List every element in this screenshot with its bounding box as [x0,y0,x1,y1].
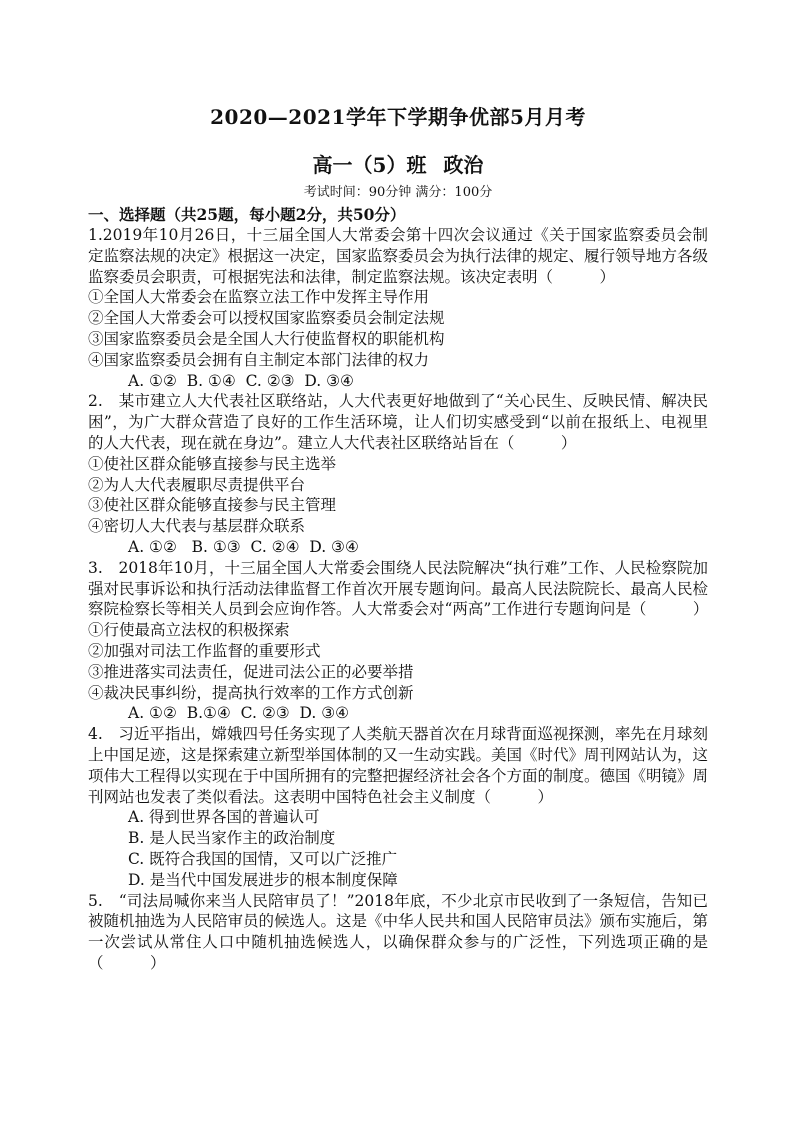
question-3-statement-2: ②加强对司法工作监督的重要形式 [88,641,321,660]
question-2-stem: 2. 某市建立人大代表社区联络站，人大代表更好地做到了“关心民生、反映民情、解决民困”，为广大群众营造了良好的工作生活环境，让人们切实感受到“以前在报纸上、电视里的人大代表，现在就在身边”。建立人大代表社区联络站旨在（ ） [88,392,708,452]
question-5-stem: 5. “司法局喊你来当人民陪审员了！”2018年底，不少北京市民收到了一条短信，告知已被随机抽选为人民陪审员的候选人。这是《中华人民共和国人民陪审员法》颁布实施后，第一次尝试从常住人口中随机抽选候选人，以确保群众参与的广泛性，下列选项正确的是（ ） [88,891,709,972]
question-5 [88,891,708,974]
question-3-statement-1: ①行使最高立法权的积极探索 [88,621,290,640]
question-2-statement-3: ③使社区群众能够直接参与民主管理 [88,496,337,515]
exam-title: 2020—2021学年下学期争优部5月月考 [210,105,586,129]
question-1-stem: 1.2019年10月26日，十三届全国人大常委会第十四次会议通过《关于国家监察委员会制定监察法规的决定》根据这一决定，国家监察委员会为执行法律的规定、履行领导地方各级监察委员会职责，可根据宪法和法律，制定监察法规。该决定表明（ ） [88,226,709,286]
question-3-statement-3: ③推进落实司法责任，促进司法公正的必要举措 [88,662,414,681]
question-4 [88,724,708,890]
question-1-statement-3: ③国家监察委员会是全国人大行使监督权的职能机构 [88,329,445,348]
question-1-statement-2: ②全国人大常委会可以授权国家监察委员会制定法规 [88,309,445,328]
question-3-statement-4: ④裁决民事纠纷，提高执行效率的工作方式创新 [88,683,414,702]
question-4-choice-b: B. 是人民当家作主的政治制度 [128,829,336,848]
question-2-statement-4: ④密切人大代表与基层群众联系 [88,517,306,536]
exam-meta: 考试时间：90分钟 满分：100分 [303,185,493,200]
class-subject-heading: 高一（5）班 政治 [312,153,484,177]
question-4-choice-a: A. 得到世界各国的普遍认可 [128,808,320,827]
question-4-stem: 4. 习近平指出，嫦娥四号任务实现了人类航天器首次在月球背面巡视探测，率先在月球刻上中国足迹，这是探索建立新型举国体制的又一生动实践。美国《时代》周刊网站认为，这项伟大工程得以实现在于中国所拥有的完整把握经济社会各个方面的制度。德国《明镜》周刊网站也发表了类似看法。这表明中国特色社会主义制度（ ） [88,725,709,806]
question-3-stem: 3. 2018年10月，十三届全国人大常委会围绕人民法院解决“执行难”工作、人民检察院加强对民事诉讼和执行活动法律监督工作首次开展专题询问。最高人民法院院长、最高人民检察院检察长等相关人员到会应询作答。人大常委会对“两高”工作进行专题询问是（ ） [88,558,709,619]
question-1-statement-1: ①全国人大常委会在监察立法工作中发挥主导作用 [88,288,430,307]
question-1-statement-4: ④国家监察委员会拥有自主制定本部门法律的权力 [88,350,430,369]
question-3-choices: A. ①② B.①④ C. ②③ D. ③④ [128,704,349,723]
question-3 [88,558,708,724]
question-4-choice-d: D. 是当代中国发展进步的根本制度保障 [128,870,398,889]
section-heading: 一、选择题（共25题，每小题2分，共50分） [88,205,406,224]
question-1-choices: A. ①② B. ①④ C. ②③ D. ③④ [128,371,354,390]
question-1 [88,225,708,391]
question-2 [88,391,708,557]
question-2-statement-2: ②为人大代表履职尽责提供平台 [88,475,306,494]
question-2-choices: A. ①② B. ①③ C. ②④ D. ③④ [128,537,359,556]
question-4-choice-c: C. 既符合我国的国情，又可以广泛推广 [128,849,398,868]
question-2-statement-1: ①使社区群众能够直接参与民主选举 [88,454,337,473]
